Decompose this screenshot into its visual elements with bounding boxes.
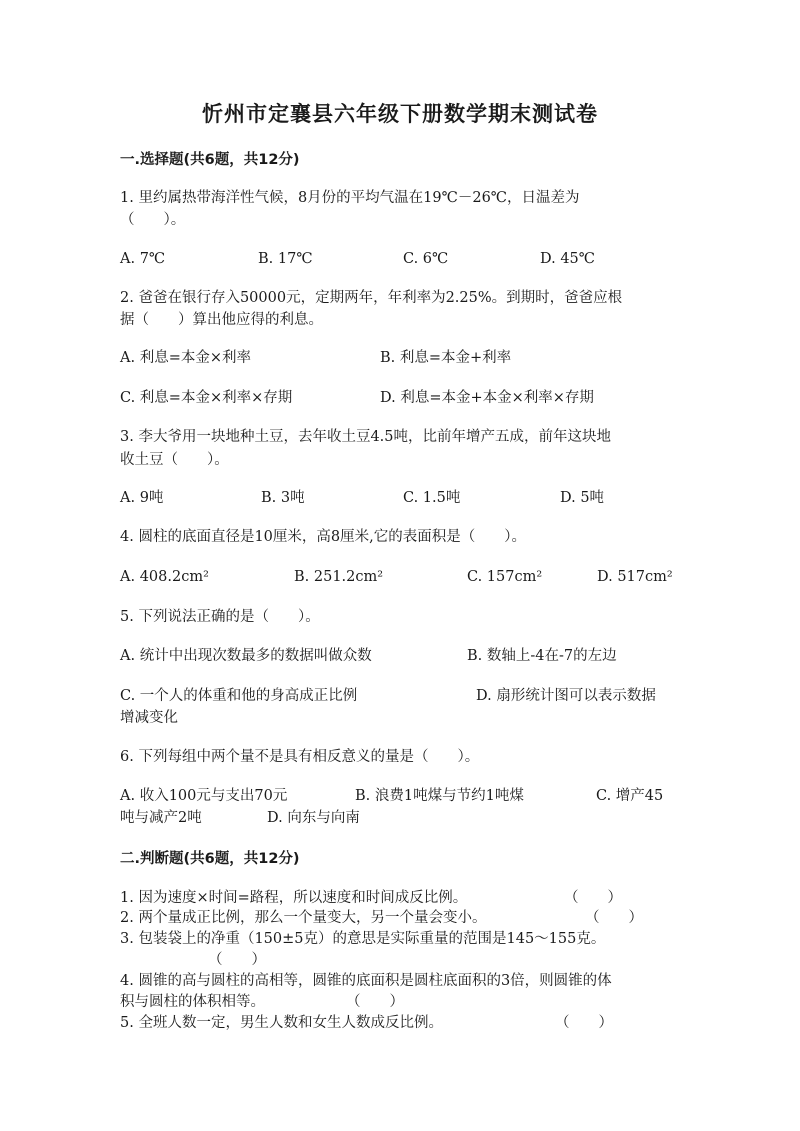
question-4-option-a: A. 408.2cm² (120, 569, 209, 585)
question-1-option-c: C. 6℃ (403, 251, 449, 267)
judgment-4-text: 4. 圆锥的高与圆柱的高相等，圆锥的底面积是圆柱底面积的3倍，则圆锥的体 (120, 973, 612, 989)
judgment-2-blank: （ ） (585, 910, 643, 926)
question-2-line-1: 2. 爸爸在银行存入50000元，定期两年，年利率为2.25%。到期时，爸爸应根 (120, 290, 623, 306)
question-3-line-1: 3. 李大爷用一块地种土豆，去年收土豆4.5吨，比前年增产五成，前年这块地 (120, 429, 612, 445)
question-6-option-c-continued: 吨与减产2吨 (120, 810, 202, 826)
page-title: 忻州市定襄县六年级下册数学期末测试卷 (202, 102, 598, 126)
question-6-option-b: B. 浪费1吨煤与节约1吨煤 (355, 788, 524, 804)
question-4-option-d: D. 517cm² (597, 569, 673, 585)
question-1-option-b: B. 17℃ (258, 251, 313, 267)
judgment-2-text: 2. 两个量成正比例，那么一个量变大，另一个量会变小。 (120, 910, 487, 926)
question-3-option-c: C. 1.5吨 (403, 490, 461, 506)
question-3-option-d: D. 5吨 (560, 490, 605, 506)
question-4-line-1: 4. 圆柱的底面直径是10厘米，高8厘米,它的表面积是（ ）。 (120, 529, 526, 545)
question-3-line-2: 收土豆（ ）。 (120, 452, 229, 468)
question-5-option-c: C. 一个人的体重和他的身高成正比例 (120, 688, 358, 704)
judgment-3-text: 3. 包装袋上的净重（150±5克）的意思是实际重量的范围是145～155克。 (120, 931, 606, 947)
judgment-3-blank: （ ） (208, 952, 266, 968)
question-1-option-d: D. 45℃ (540, 251, 595, 267)
question-2-line-2: 据（ ）算出他应得的利息。 (120, 312, 323, 328)
question-3-option-b: B. 3吨 (261, 490, 305, 506)
question-1-line-1: 1. 里约属热带海洋性气候，8月份的平均气温在19℃－26℃，日温差为 (120, 190, 580, 206)
question-5-option-d: D. 扇形统计图可以表示数据 (476, 688, 656, 704)
question-4-option-b: B. 251.2cm² (294, 569, 384, 585)
question-2-option-a: A. 利息=本金×利率 (120, 350, 251, 366)
question-3-option-a: A. 9吨 (120, 490, 164, 506)
judgment-5-text: 5. 全班人数一定，男生人数和女生人数成反比例。 (120, 1015, 443, 1031)
question-5-option-a: A. 统计中出现次数最多的数据叫做众数 (120, 648, 372, 664)
section-heading-judgment: 二.判断题(共6题，共12分) (120, 851, 300, 867)
question-5-option-d-continued: 增减变化 (120, 710, 178, 726)
section-heading-choice: 一.选择题(共6题，共12分) (120, 152, 300, 168)
question-6-option-c: C. 增产45 (596, 788, 664, 804)
question-2-option-d: D. 利息=本金+本金×利率×存期 (380, 390, 594, 406)
question-1-line-2: （ ）。 (120, 212, 186, 228)
question-4-option-c: C. 157cm² (467, 569, 543, 585)
question-5-option-b: B. 数轴上-4在-7的左边 (467, 648, 617, 664)
judgment-5-blank: （ ） (555, 1015, 613, 1031)
question-2-option-c: C. 利息=本金×利率×存期 (120, 390, 293, 406)
judgment-4-text-continued: 积与圆柱的体积相等。 (120, 994, 265, 1010)
question-1-option-a: A. 7℃ (120, 251, 166, 267)
judgment-1-text: 1. 因为速度×时间=路程，所以速度和时间成反比例。 (120, 890, 468, 906)
question-2-option-b: B. 利息=本金+利率 (380, 350, 512, 366)
question-5-line-1: 5. 下列说法正确的是（ ）。 (120, 609, 320, 625)
question-6-option-a: A. 收入100元与支出70元 (120, 788, 288, 804)
judgment-1-blank: （ ） (564, 890, 622, 906)
judgment-4-blank: （ ） (346, 994, 404, 1010)
question-6-line-1: 6. 下列每组中两个量不是具有相反意义的量是（ ）。 (120, 749, 480, 765)
question-6-option-d: D. 向东与向南 (267, 810, 360, 826)
